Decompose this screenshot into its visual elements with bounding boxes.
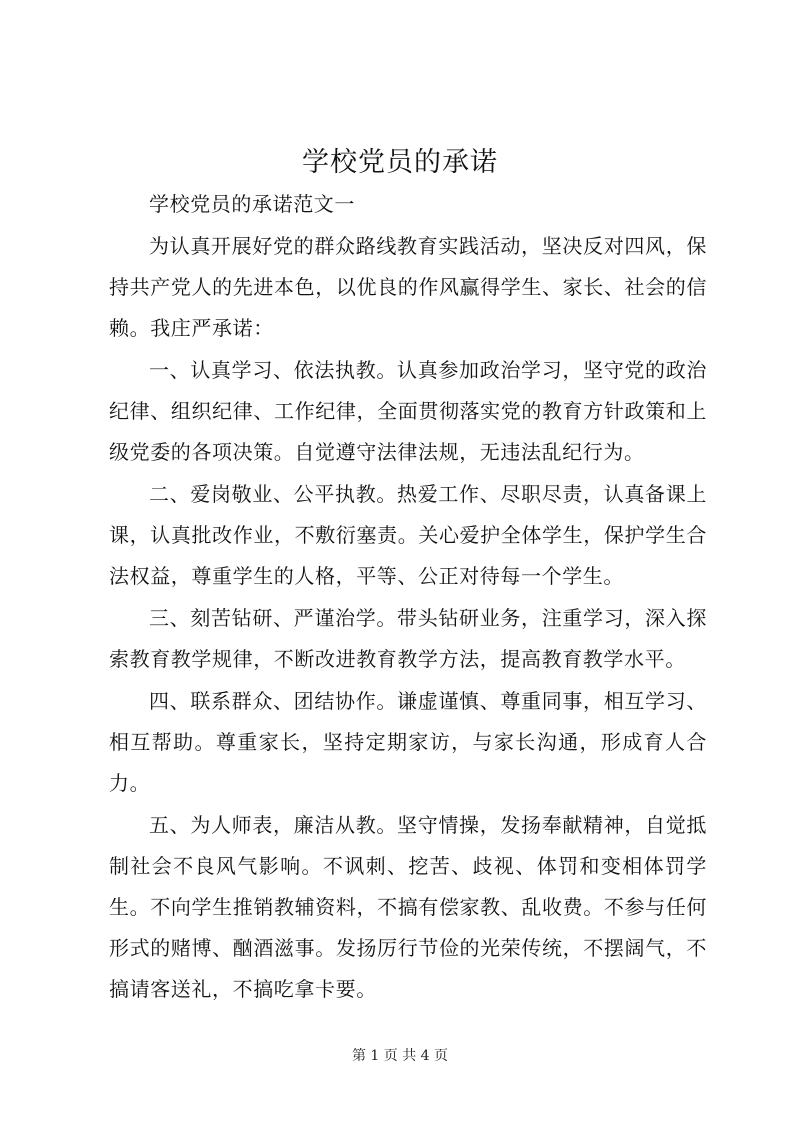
commitment-paragraph-3: 三、刻苦钻研、严谨治学。带头钻研业务，注重学习，深入探索教育教学规律，不断改进教育教学方法，提高教育教学水平。: [109, 606, 707, 671]
document-title: 学校党员的承诺: [302, 147, 498, 178]
commitment-paragraph-2: 二、爱岗敬业、公平执教。热爱工作、尽职尽责，认真备课上课，认真批改作业，不敷衍塞责。关心爱护全体学生，保护学生合法权益，尊重学生的人格，平等、公正对待每一个学生。: [109, 482, 707, 588]
section-heading: 学校党员的承诺范文一: [149, 192, 355, 216]
intro-paragraph: 为认真开展好党的群众路线教育实践活动，坚决反对四风，保持共产党人的先进本色，以优良的作风赢得学生、家长、社会的信赖。我庄严承诺：: [109, 234, 707, 340]
commitment-paragraph-4: 四、联系群众、团结协作。谦虚谨慎、尊重同事，相互学习、相互帮助。尊重家长，坚持定期家访，与家长沟通，形成育人合力。: [109, 689, 707, 795]
commitment-paragraph-1: 一、认真学习、依法执教。认真参加政治学习，坚守党的政治纪律、组织纪律、工作纪律，全面贯彻落实党的教育方针政策和上级党委的各项决策。自觉遵守法律法规，无违法乱纪行为。: [109, 358, 707, 464]
page-footer: 第 1 页 共 4 页: [351, 1048, 449, 1064]
document-body: [109, 184, 707, 1010]
commitment-paragraph-5: 五、为人师表，廉洁从教。坚守情操，发扬奉献精神，自觉抵制社会不良风气影响。不讽刺、挖苦、歧视、体罚和变相体罚学生。不向学生推销教辅资料，不搞有偿家教、乱收费。不参与任何形式的赌博、酗酒滋事。发扬厉行节俭的光荣传统，不摆阔气，不搞请客送礼，不搞吃拿卡要。: [109, 813, 707, 1001]
